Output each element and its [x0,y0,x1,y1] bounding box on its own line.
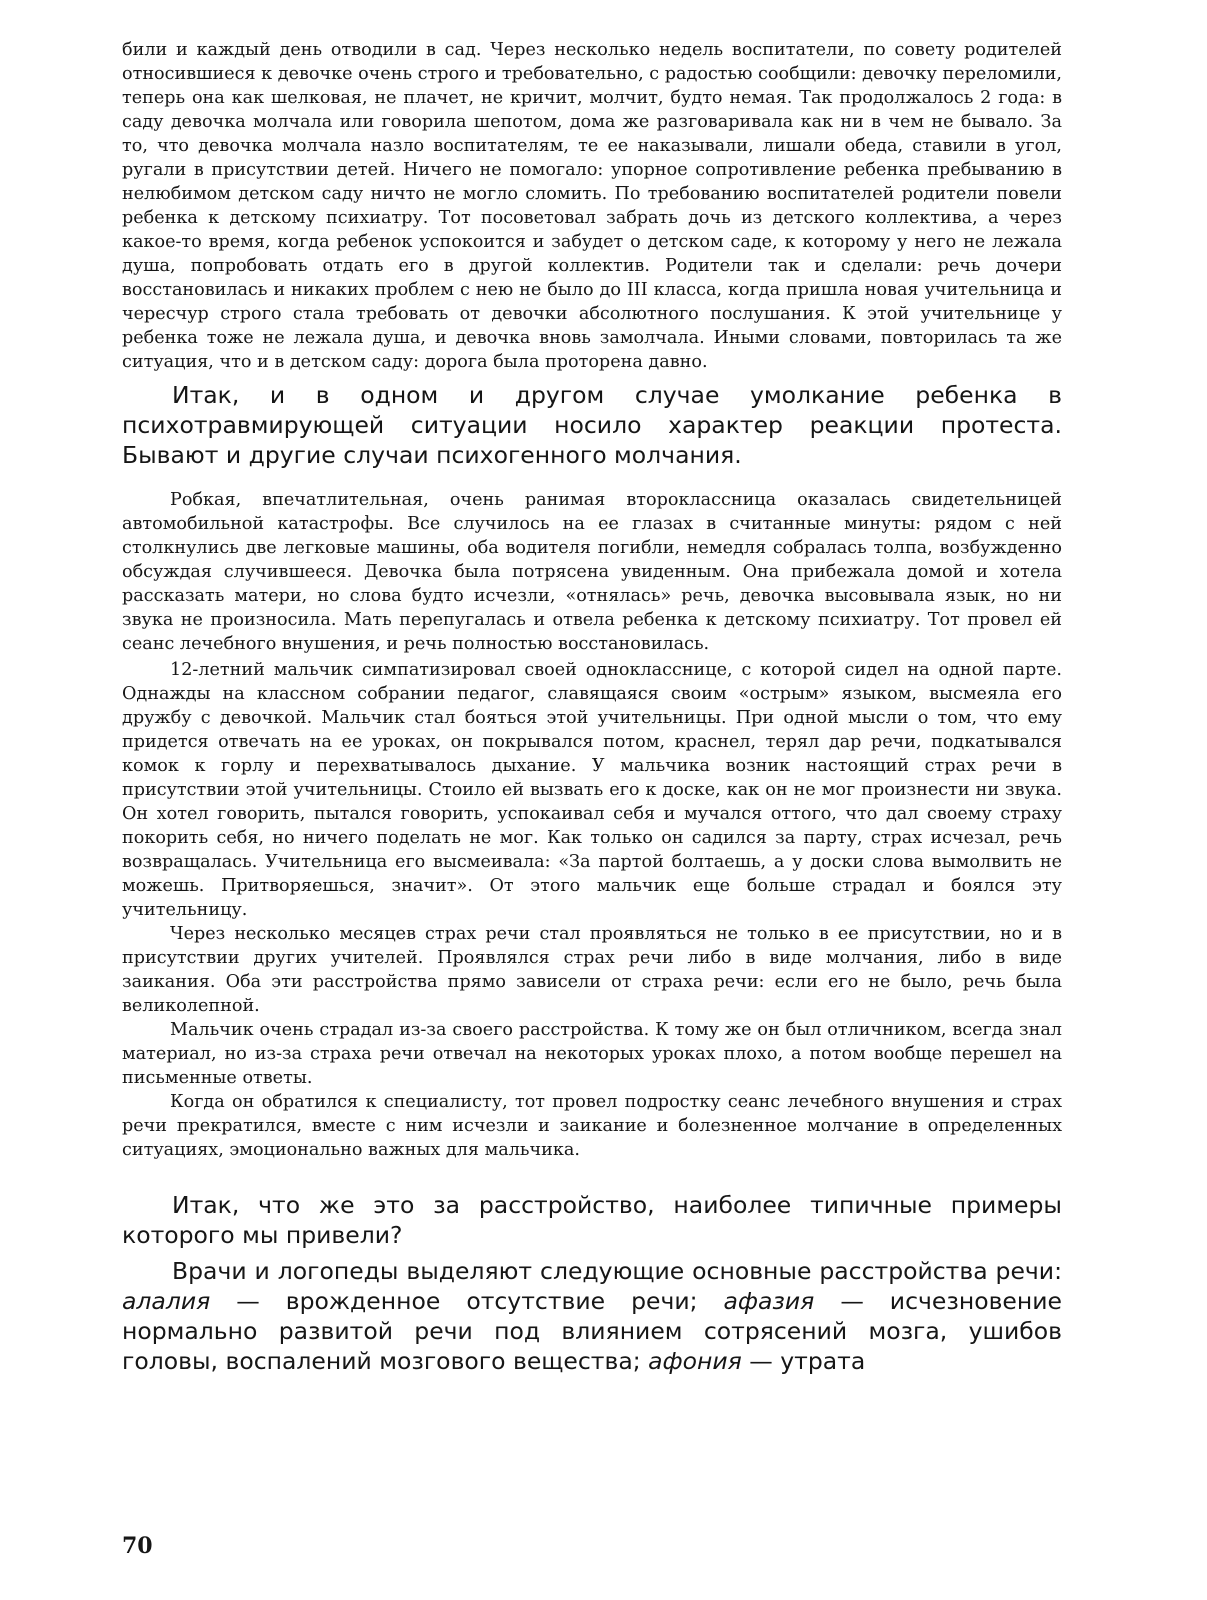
definition-aphonia: — утрата [741,1347,866,1375]
term-aphasia: афазия [723,1287,815,1315]
definitions-intro: Врачи и логопеды выделяют следующие основные расстройства речи: [172,1257,1062,1285]
paragraph-case-boy-3: Мальчик очень страдал из-за своего расстройства. К тому же он был отличником, всегда знал материал, но из-за страха речи отвечал на некоторых уроках плохо, а потом вообще перешел на письменные ответы. [122,1020,1062,1088]
book-page [122,38,1062,1376]
paragraph-case-boy-4: Когда он обратился к специалисту, тот провел подростку сеанс лечебного внушения и страх речи прекратился, вместе с ним исчезли и заикание и болезненное молчание в определенных ситуациях, эмоционально важных для мальчика. [122,1092,1062,1160]
paragraph-case-girl: Робкая, впечатлительная, очень ранимая второклассница оказалась свидетельницей автомобильной катастрофы. Все случилось на ее глазах в считанные минуты: рядом с ней столкнулись две легковые машины, оба водителя погибли, немедля собралась толпа, возбужденно обсуждая случившееся. Девочка была потрясена увиденным. Она прибежала домой и хотела рассказать матери, но слова будто исчезли, «отнялась» речь, девочка высовывала язык, но ни звука не произносила. Мать перепугалась и отвела ребенка к детскому психиатру. Тот провел ей сеанс лечебного внушения, и речь полностью восстановилась. [122,490,1062,654]
term-aphonia: афония [648,1347,742,1375]
definition-aphasia: — исчезновение нормально развитой речи под влиянием сотрясений мозга, ушибов головы, воспалений мозгового вещества; [122,1287,1062,1375]
paragraph-case-boy-1: 12-летний мальчик симпатизировал своей однокласснице, с которой сидел на одной парте. Однажды на классном собрании педагог, славящаяся своим «острым» языком, высмеяла его дружбу с девочкой. Мальчик стал бояться этой учительницы. При одной мысли о том, что ему придется отвечать на ее уроках, он покрывался потом, краснел, терял дар речи, подкатывался комок к горлу и перехватывалось дыхание. У мальчика возник настоящий страх речи в присутствии этой учительницы. Стоило ей вызвать его к доске, как он не мог произнести ни звука. Он хотел говорить, пытался говорить, успокаивал себя и мучался оттого, что дал своему страху покорить себя, но ничего поделать не мог. Как только он садился за парту, страх исчезал, речь возвращалась. Учительница его высмеивала: «За партой болтаешь, а у доски слова вымолвить не можешь. Притворяешься, значит». От этого мальчик еще больше страдал и боялся эту учительницу. [122,660,1062,920]
paragraph-summary: Итак, и в одном и другом случае умолкание ребенка в психотравмирующей ситуации носило характер реакции протеста. Бывают и другие случаи психогенного молчания. [122,381,1062,469]
page-number: 70 [122,1533,153,1559]
paragraph-lead: били и каждый день отводили в сад. Через несколько недель воспитатели, по совету родителей относившиеся к девочке очень строго и требовательно, с радостью сообщили: девочку переломили, теперь она как шелковая, не плачет, не кричит, молчит, будто немая. Так продолжалось 2 года: в саду девочка молчала или говорила шепотом, дома же разговаривала как ни в чем не бывало. За то, что девочка молчала назло воспитателям, те ее наказывали, лишали обеда, ставили в угол, ругали в присутствии детей. Ничего не помогало: упорное сопротивление ребенка пребыванию в нелюбимом детском саду ничто не могло сломить. По требованию воспитателей родители повели ребенка к детскому психиатру. Тот посоветовал забрать дочь из детского коллектива, а через какое-то время, когда ребенок успокоится и забудет о детском саде, к которому у него не лежала душа, попробовать отдать его в другой коллектив. Родители так и сделали: речь дочери восстановилась и никаких проблем с нею не было до III класса, когда пришла новая учительница и чересчур строго стала требовать от девочки абсолютного послушания. К этой учительнице у ребенка тоже не лежала душа, и девочка вновь замолчала. Иными словами, повторилась та же ситуация, что и в детском саду: дорога была проторена давно. [122,40,1062,372]
paragraph-definitions [122,1256,1062,1376]
term-alalia: алалия [122,1287,211,1315]
definition-alalia: — врожденное отсутствие речи; [210,1287,724,1315]
paragraph-question: Итак, что же это за расстройство, наиболее типичные примеры которого мы привели? [122,1191,1062,1249]
paragraph-case-boy-2: Через несколько месяцев страх речи стал проявляться не только в ее присутствии, но и в присутствии других учителей. Проявлялся страх речи либо в виде молчания, либо в виде заикания. Оба эти расстройства прямо зависели от страха речи: если его не было, речь была великолепной. [122,924,1062,1016]
